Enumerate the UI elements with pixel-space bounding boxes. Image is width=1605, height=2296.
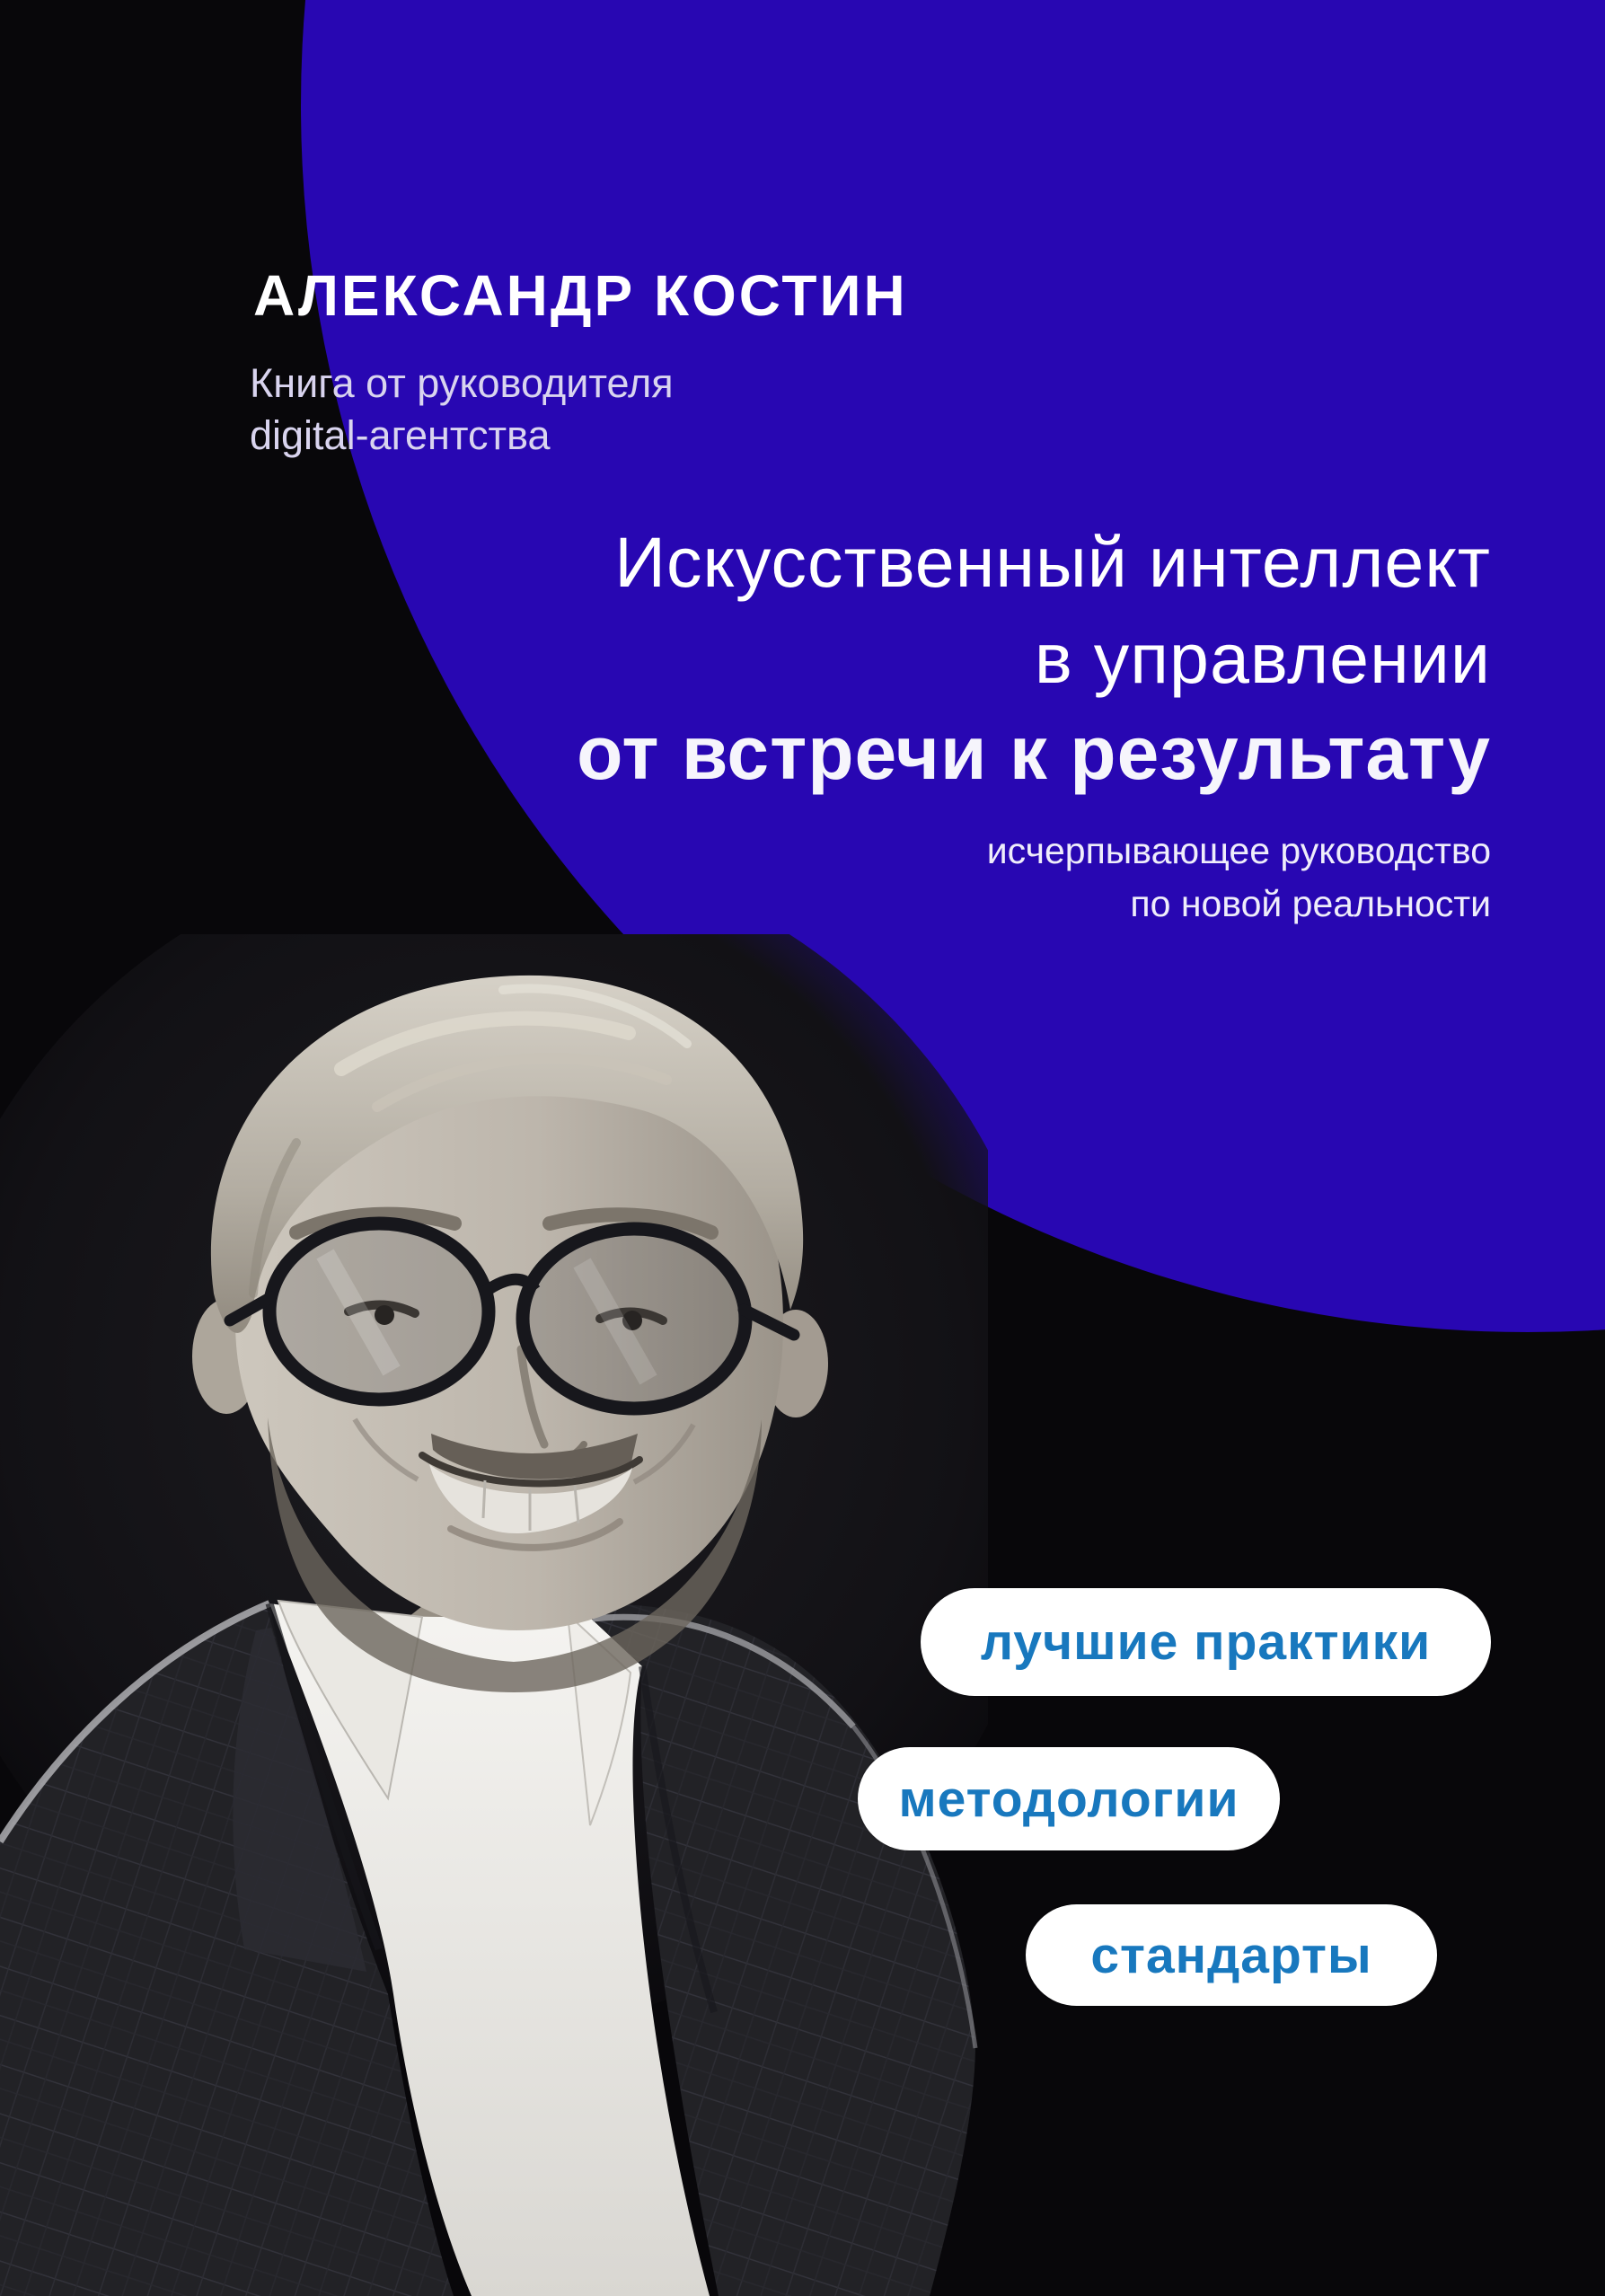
portrait-photo xyxy=(0,934,988,2296)
tagline-line1: исчерпывающее руководство xyxy=(986,830,1491,871)
author-subtitle xyxy=(250,358,674,461)
badge-methodologies: методологии xyxy=(858,1747,1280,1850)
title-line1: Искусственный интеллект xyxy=(614,522,1491,602)
title-line2: в управлении xyxy=(1034,618,1491,699)
title-line3: от встречи к результату xyxy=(577,710,1491,795)
author-subtitle-line2: digital-агентства xyxy=(250,411,551,458)
author-name: АЛЕКСАНДР КОСТИН xyxy=(253,263,908,328)
badge-standards: стандарты xyxy=(1026,1904,1437,2006)
badge-best-practices: лучшие практики xyxy=(921,1588,1491,1696)
tagline-line2: по новой реальности xyxy=(1130,883,1491,925)
book-title xyxy=(577,514,1491,799)
author-subtitle-line1: Книга от руководителя xyxy=(250,360,674,406)
tagline xyxy=(987,825,1491,932)
